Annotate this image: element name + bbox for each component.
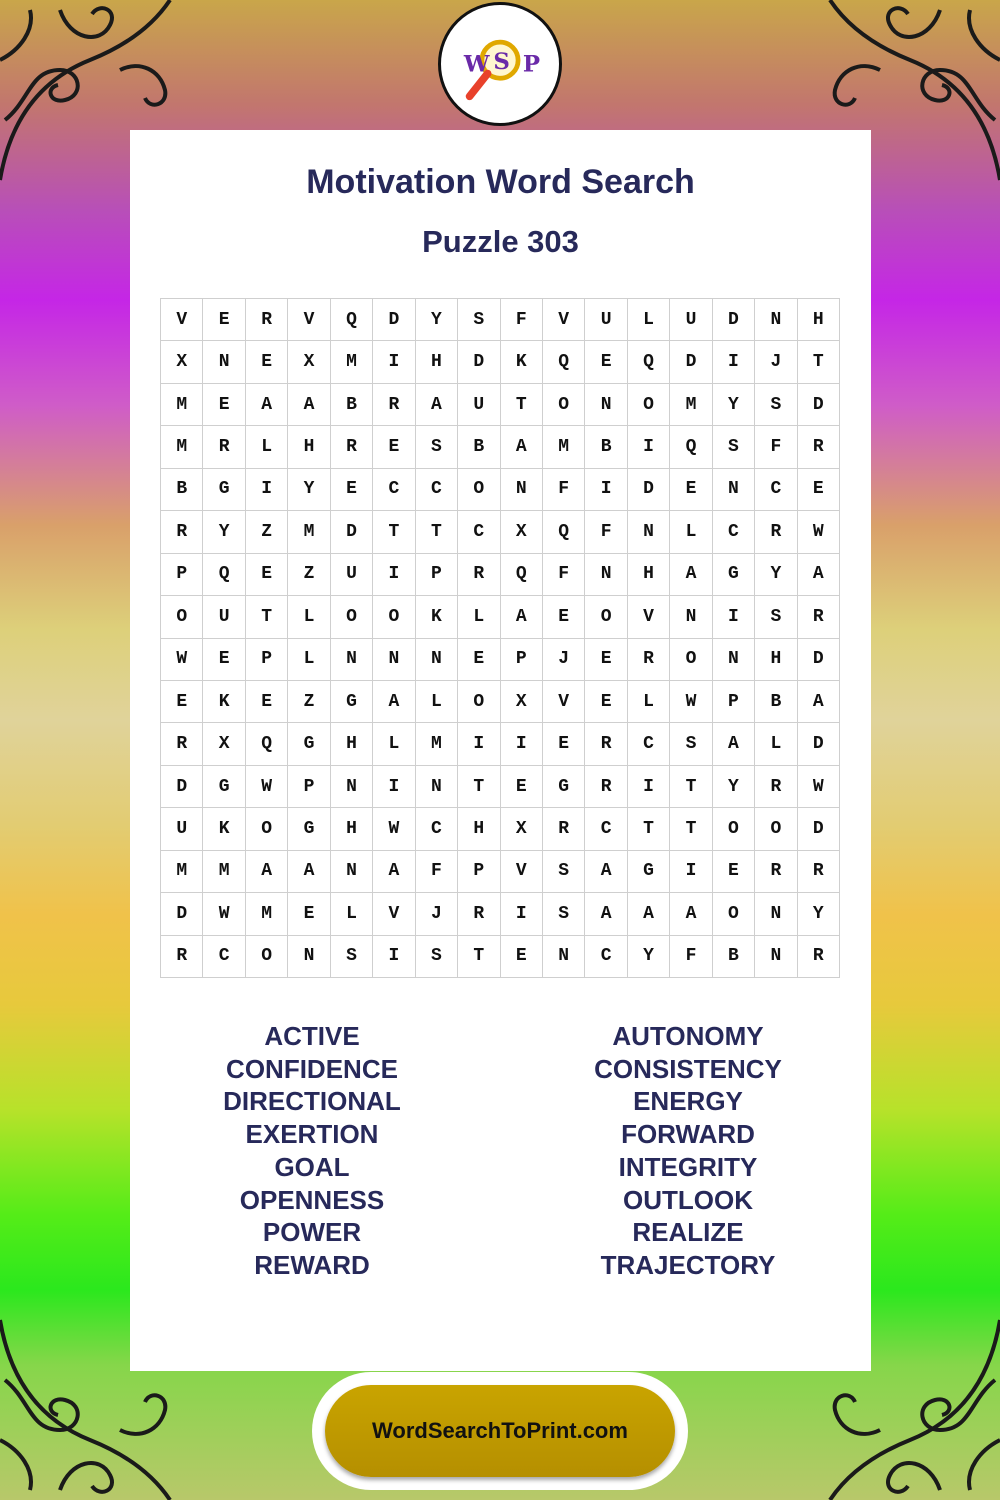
grid-cell: C [373, 469, 415, 511]
grid-cell: O [331, 596, 373, 638]
grid-cell: C [585, 808, 627, 850]
grid-cell: R [755, 511, 797, 553]
grid-cell: E [288, 893, 330, 935]
grid-cell: L [288, 596, 330, 638]
word-item: REALIZE [632, 1217, 744, 1248]
grid-cell: H [331, 808, 373, 850]
grid-cell: E [543, 596, 585, 638]
grid-cell: X [501, 681, 543, 723]
grid-cell: N [713, 469, 755, 511]
grid-cell: E [798, 469, 840, 511]
word-item: AUTONOMY [612, 1021, 764, 1051]
grid-cell: G [203, 766, 245, 808]
grid-cell: A [798, 554, 840, 596]
grid-cell: N [373, 639, 415, 681]
word-item: ACTIVE [264, 1021, 360, 1051]
grid-cell: S [713, 426, 755, 468]
grid-cell: S [331, 936, 373, 978]
grid-cell: F [755, 426, 797, 468]
grid-cell: I [373, 554, 415, 596]
grid-cell: D [628, 469, 670, 511]
puzzle-number: Puzzle 303 [422, 224, 579, 259]
grid-cell: S [458, 299, 500, 341]
word-item: CONFIDENCE [226, 1053, 398, 1084]
grid-cell: W [246, 766, 288, 808]
grid-cell: F [670, 936, 712, 978]
grid-cell: Y [798, 893, 840, 935]
grid-cell: N [331, 639, 373, 681]
grid-cell: O [161, 596, 203, 638]
grid-cell: N [416, 639, 458, 681]
grid-cell: I [501, 723, 543, 765]
grid-cell: L [670, 511, 712, 553]
grid-cell: R [798, 936, 840, 978]
grid-cell: M [288, 511, 330, 553]
grid-cell: V [628, 596, 670, 638]
grid-cell: G [713, 554, 755, 596]
grid-cell: V [543, 299, 585, 341]
grid-cell: I [373, 341, 415, 383]
grid-cell: G [543, 766, 585, 808]
grid-cell: R [161, 936, 203, 978]
grid-cell: M [203, 851, 245, 893]
grid-cell: G [331, 681, 373, 723]
grid-cell: Q [203, 554, 245, 596]
grid-cell: P [458, 851, 500, 893]
grid-cell: C [416, 469, 458, 511]
grid-cell: I [585, 469, 627, 511]
grid-cell: R [246, 299, 288, 341]
grid-cell: U [458, 384, 500, 426]
grid-cell: O [373, 596, 415, 638]
grid-cell: C [458, 511, 500, 553]
grid-cell: O [670, 639, 712, 681]
grid-cell: R [543, 808, 585, 850]
grid-cell: D [798, 808, 840, 850]
grid-cell: W [373, 808, 415, 850]
grid-cell: B [161, 469, 203, 511]
logo-letter-w: W [463, 51, 490, 78]
grid-cell: R [628, 639, 670, 681]
grid-cell: Y [628, 936, 670, 978]
grid-cell: V [501, 851, 543, 893]
grid-cell: S [670, 723, 712, 765]
grid-cell: Z [246, 511, 288, 553]
grid-cell: Y [416, 299, 458, 341]
grid-cell: E [203, 384, 245, 426]
grid-cell: W [670, 681, 712, 723]
grid-cell: V [288, 299, 330, 341]
grid-cell: H [628, 554, 670, 596]
grid-cell: S [543, 851, 585, 893]
grid-cell: O [543, 384, 585, 426]
grid-cell: E [585, 341, 627, 383]
grid-cell: P [246, 639, 288, 681]
grid-cell: C [755, 469, 797, 511]
grid-cell: E [246, 554, 288, 596]
grid-cell: A [501, 596, 543, 638]
grid-cell: N [331, 851, 373, 893]
grid-cell: I [713, 341, 755, 383]
grid-cell: L [628, 681, 670, 723]
grid-cell: L [331, 893, 373, 935]
grid-cell: T [501, 384, 543, 426]
grid-cell: A [246, 384, 288, 426]
grid-cell: Q [670, 426, 712, 468]
grid-cell: R [458, 554, 500, 596]
grid-cell: E [458, 639, 500, 681]
grid-cell: R [161, 723, 203, 765]
word-item: FORWARD [621, 1119, 755, 1150]
website-button[interactable]: WordSearchToPrint.com [325, 1385, 675, 1477]
grid-cell: D [161, 766, 203, 808]
grid-cell: N [628, 511, 670, 553]
grid-cell: H [458, 808, 500, 850]
grid-cell: X [203, 723, 245, 765]
grid-cell: Q [543, 341, 585, 383]
grid-cell: O [458, 681, 500, 723]
grid-cell: N [331, 766, 373, 808]
word-item: REWARD [254, 1249, 370, 1280]
grid-cell: E [585, 639, 627, 681]
grid-cell: I [458, 723, 500, 765]
grid-cell: L [416, 681, 458, 723]
grid-cell: G [628, 851, 670, 893]
grid-cell: O [755, 808, 797, 850]
grid-cell: R [585, 723, 627, 765]
grid-cell: R [585, 766, 627, 808]
grid-cell: T [670, 808, 712, 850]
grid-cell: A [416, 384, 458, 426]
grid-cell: N [585, 554, 627, 596]
grid-cell: M [416, 723, 458, 765]
grid-cell: N [288, 936, 330, 978]
grid-cell: T [416, 511, 458, 553]
grid-cell: A [628, 893, 670, 935]
grid-cell: C [585, 936, 627, 978]
grid-cell: W [798, 511, 840, 553]
grid-cell: M [161, 851, 203, 893]
grid-cell: T [628, 808, 670, 850]
grid-cell: A [798, 681, 840, 723]
grid-cell: G [288, 808, 330, 850]
word-item: TRAJECTORY [600, 1249, 776, 1280]
grid-cell: O [585, 596, 627, 638]
grid-cell: E [373, 426, 415, 468]
grid-cell: T [798, 341, 840, 383]
grid-cell: F [416, 851, 458, 893]
grid-cell: M [543, 426, 585, 468]
grid-cell: S [416, 936, 458, 978]
grid-cell: D [798, 384, 840, 426]
grid-cell: N [203, 341, 245, 383]
grid-cell: N [585, 384, 627, 426]
grid-cell: N [543, 936, 585, 978]
grid-cell: T [670, 766, 712, 808]
grid-cell: Z [288, 681, 330, 723]
grid-cell: A [288, 851, 330, 893]
grid-cell: Y [288, 469, 330, 511]
grid-cell: I [373, 936, 415, 978]
grid-cell: O [628, 384, 670, 426]
grid-cell: R [798, 596, 840, 638]
logo-letter-p: P [522, 51, 541, 78]
grid-cell: E [501, 936, 543, 978]
grid-cell: L [628, 299, 670, 341]
grid-cell: X [501, 511, 543, 553]
grid-cell: E [713, 851, 755, 893]
grid-cell: E [585, 681, 627, 723]
grid-cell: E [501, 766, 543, 808]
grid-cell: O [458, 469, 500, 511]
grid-cell: L [373, 723, 415, 765]
word-item: DIRECTIONAL [223, 1086, 401, 1117]
grid-cell: Q [501, 554, 543, 596]
grid-cell: B [458, 426, 500, 468]
grid-cell: Y [755, 554, 797, 596]
wsp-logo [438, 2, 562, 126]
word-list-right [498, 1020, 878, 1282]
grid-cell: N [755, 893, 797, 935]
grid-cell: A [501, 426, 543, 468]
grid-cell: E [246, 341, 288, 383]
grid-cell: E [161, 681, 203, 723]
grid-cell: V [373, 893, 415, 935]
grid-cell: H [331, 723, 373, 765]
grid-cell: R [458, 893, 500, 935]
grid-cell: H [755, 639, 797, 681]
grid-cell: A [373, 851, 415, 893]
grid-cell: O [713, 893, 755, 935]
grid-cell: J [543, 639, 585, 681]
grid-cell: I [373, 766, 415, 808]
grid-cell: A [585, 851, 627, 893]
grid-cell: O [246, 936, 288, 978]
grid-cell: J [416, 893, 458, 935]
grid-cell: F [543, 469, 585, 511]
grid-cell: I [628, 426, 670, 468]
grid-cell: L [755, 723, 797, 765]
grid-cell: H [288, 426, 330, 468]
grid-cell: V [161, 299, 203, 341]
grid-cell: P [288, 766, 330, 808]
grid-cell: D [458, 341, 500, 383]
grid-cell: P [501, 639, 543, 681]
grid-cell: R [203, 426, 245, 468]
grid-cell: O [713, 808, 755, 850]
grid-cell: Q [543, 511, 585, 553]
grid-cell: U [331, 554, 373, 596]
grid-cell: T [246, 596, 288, 638]
grid-cell: L [288, 639, 330, 681]
grid-cell: R [798, 426, 840, 468]
grid-cell: G [288, 723, 330, 765]
grid-cell: E [246, 681, 288, 723]
grid-cell: Z [288, 554, 330, 596]
grid-cell: S [755, 596, 797, 638]
grid-cell: X [288, 341, 330, 383]
grid-cell: I [670, 851, 712, 893]
grid-cell: M [246, 893, 288, 935]
grid-cell: A [585, 893, 627, 935]
grid-cell: R [755, 851, 797, 893]
grid-cell: B [331, 384, 373, 426]
word-list-left [122, 1020, 502, 1282]
grid-cell: B [713, 936, 755, 978]
grid-cell: M [331, 341, 373, 383]
word-item: CONSISTENCY [594, 1053, 782, 1084]
page-title: Motivation Word Search [306, 163, 695, 201]
grid-cell: S [543, 893, 585, 935]
grid-cell: J [755, 341, 797, 383]
grid-cell: H [798, 299, 840, 341]
grid-cell: T [373, 511, 415, 553]
grid-cell: D [798, 639, 840, 681]
logo-letter-s: S [493, 48, 510, 75]
grid-cell: M [161, 426, 203, 468]
grid-cell: X [501, 808, 543, 850]
grid-cell: C [416, 808, 458, 850]
grid-cell: H [416, 341, 458, 383]
grid-cell: M [161, 384, 203, 426]
grid-cell: U [670, 299, 712, 341]
grid-cell: I [501, 893, 543, 935]
grid-cell: F [543, 554, 585, 596]
grid-cell: U [585, 299, 627, 341]
grid-cell: X [161, 341, 203, 383]
word-item: POWER [262, 1217, 362, 1248]
word-item: GOAL [274, 1151, 350, 1182]
grid-cell: I [246, 469, 288, 511]
grid-cell: E [203, 639, 245, 681]
grid-cell: D [670, 341, 712, 383]
grid-cell: A [713, 723, 755, 765]
letter-grid [160, 298, 840, 978]
grid-cell: R [373, 384, 415, 426]
grid-cell: M [670, 384, 712, 426]
grid-cell: A [670, 554, 712, 596]
grid-cell: L [246, 426, 288, 468]
grid-cell: P [416, 554, 458, 596]
grid-cell: F [501, 299, 543, 341]
grid-cell: D [373, 299, 415, 341]
grid-cell: C [628, 723, 670, 765]
word-item: OUTLOOK [623, 1184, 753, 1215]
grid-cell: L [458, 596, 500, 638]
grid-cell: W [161, 639, 203, 681]
grid-cell: U [203, 596, 245, 638]
grid-cell: Q [246, 723, 288, 765]
grid-cell: E [670, 469, 712, 511]
grid-cell: C [203, 936, 245, 978]
grid-cell: I [713, 596, 755, 638]
grid-cell: T [458, 766, 500, 808]
word-item: EXERTION [245, 1119, 379, 1150]
grid-cell: A [288, 384, 330, 426]
grid-cell: E [331, 469, 373, 511]
grid-cell: Y [713, 766, 755, 808]
grid-cell: Q [331, 299, 373, 341]
grid-cell: C [713, 511, 755, 553]
grid-cell: N [501, 469, 543, 511]
grid-cell: B [585, 426, 627, 468]
grid-cell: D [713, 299, 755, 341]
grid-cell: N [755, 936, 797, 978]
grid-cell: S [416, 426, 458, 468]
grid-cell: R [755, 766, 797, 808]
grid-cell: I [628, 766, 670, 808]
grid-cell: P [161, 554, 203, 596]
grid-cell: N [713, 639, 755, 681]
grid-cell: B [755, 681, 797, 723]
grid-cell: D [331, 511, 373, 553]
grid-cell: Y [203, 511, 245, 553]
grid-cell: Y [713, 384, 755, 426]
grid-cell: R [161, 511, 203, 553]
word-item: OPENNESS [239, 1184, 385, 1215]
grid-cell: W [203, 893, 245, 935]
word-item: INTEGRITY [618, 1151, 758, 1182]
grid-cell: G [203, 469, 245, 511]
grid-cell: K [501, 341, 543, 383]
grid-cell: R [331, 426, 373, 468]
grid-cell: F [585, 511, 627, 553]
grid-cell: U [161, 808, 203, 850]
grid-cell: E [203, 299, 245, 341]
grid-cell: T [458, 936, 500, 978]
grid-cell: E [543, 723, 585, 765]
grid-cell: A [246, 851, 288, 893]
grid-cell: N [670, 596, 712, 638]
grid-cell: D [798, 723, 840, 765]
grid-cell: V [543, 681, 585, 723]
grid-cell: K [203, 808, 245, 850]
grid-cell: K [416, 596, 458, 638]
grid-cell: N [416, 766, 458, 808]
word-item: ENERGY [633, 1086, 743, 1117]
grid-cell: A [373, 681, 415, 723]
grid-cell: K [203, 681, 245, 723]
grid-cell: A [670, 893, 712, 935]
grid-cell: W [798, 766, 840, 808]
grid-cell: D [161, 893, 203, 935]
grid-cell: S [755, 384, 797, 426]
grid-cell: O [246, 808, 288, 850]
grid-cell: P [713, 681, 755, 723]
grid-cell: R [798, 851, 840, 893]
grid-cell: N [755, 299, 797, 341]
grid-cell: Q [628, 341, 670, 383]
